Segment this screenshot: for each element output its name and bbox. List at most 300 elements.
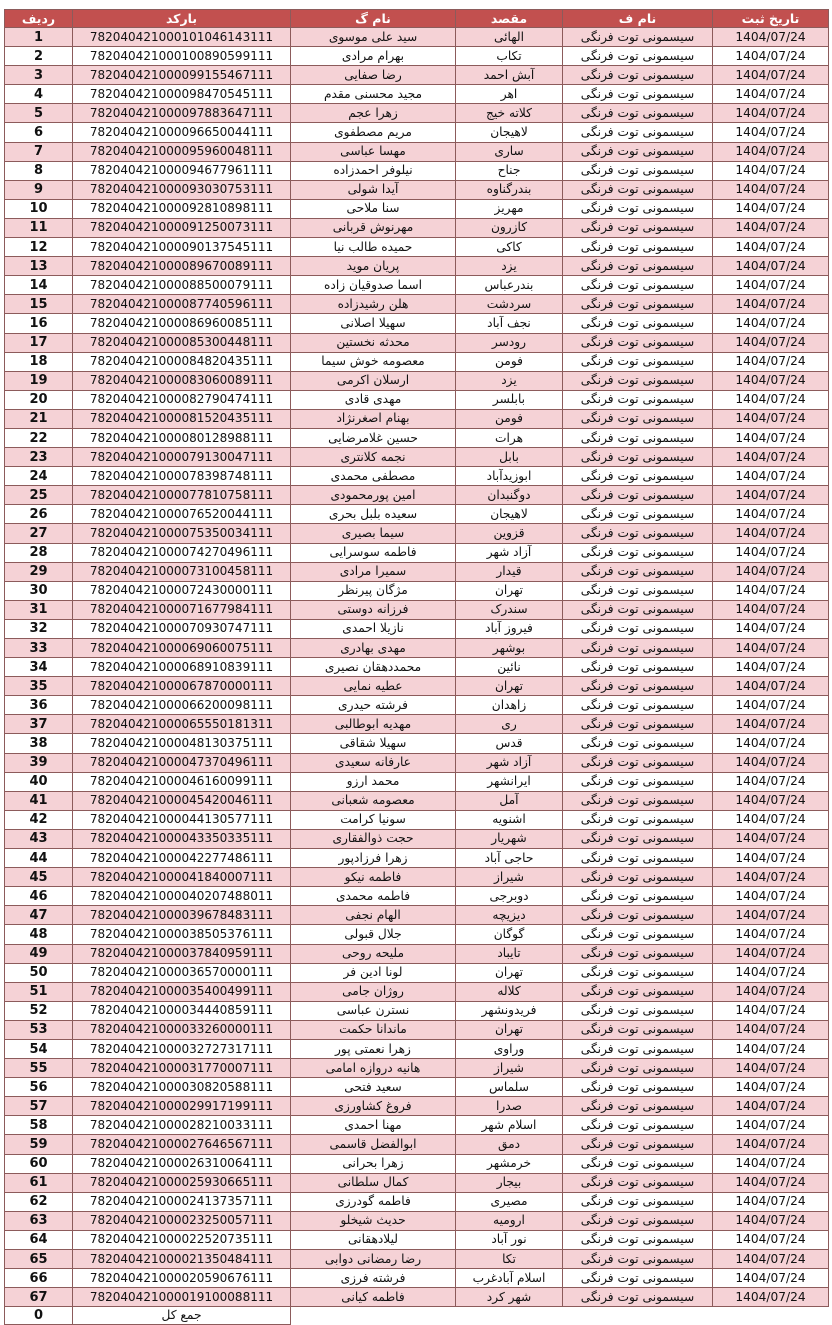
row-date[interactable]: 1404/07/24 [713,1116,829,1135]
row-destination[interactable]: نجف آباد [456,314,563,333]
row-destination[interactable]: فومن [456,409,563,428]
row-index[interactable]: 36 [5,696,73,715]
row-index[interactable]: 9 [5,180,73,199]
row-destination[interactable]: جناح [456,161,563,180]
table-row[interactable] [5,581,829,600]
row-barcode[interactable]: 782040421000094677961111 [73,161,291,180]
row-sender-name[interactable]: سیسمونی توت فرنگی [563,1001,713,1020]
row-date[interactable]: 1404/07/24 [713,486,829,505]
row-recipient-name[interactable]: اسما صدوقیان زاده [291,276,456,295]
row-sender-name[interactable]: سیسمونی توت فرنگی [563,333,713,352]
row-barcode[interactable]: 782040421000034440859111 [73,1001,291,1020]
row-recipient-name[interactable]: فرشته حیدری [291,696,456,715]
row-sender-name[interactable]: سیسمونی توت فرنگی [563,600,713,619]
row-date[interactable]: 1404/07/24 [713,734,829,753]
row-destination[interactable]: دوگنبدان [456,486,563,505]
row-destination[interactable]: کلاله [456,982,563,1001]
row-index[interactable]: 3 [5,66,73,85]
row-date[interactable]: 1404/07/24 [713,619,829,638]
row-sender-name[interactable]: سیسمونی توت فرنگی [563,47,713,66]
row-barcode[interactable]: 782040421000023250057111 [73,1211,291,1230]
row-destination[interactable]: زاهدان [456,696,563,715]
row-sender-name[interactable]: سیسمونی توت فرنگی [563,85,713,104]
row-recipient-name[interactable]: سنا ملاحی [291,199,456,218]
row-recipient-name[interactable]: مهدیه ابوطالبی [291,715,456,734]
row-recipient-name[interactable]: پریان موید [291,257,456,276]
row-date[interactable]: 1404/07/24 [713,1269,829,1288]
row-index[interactable]: 47 [5,906,73,925]
row-date[interactable]: 1404/07/24 [713,1230,829,1249]
row-destination[interactable]: بابل [456,448,563,467]
table-row[interactable] [5,829,829,848]
row-recipient-name[interactable]: لونا ادین فر [291,963,456,982]
row-recipient-name[interactable]: زهرا عجم [291,104,456,123]
row-destination[interactable]: یزد [456,257,563,276]
row-index[interactable]: 51 [5,982,73,1001]
table-row[interactable] [5,161,829,180]
table-row[interactable] [5,562,829,581]
row-date[interactable]: 1404/07/24 [713,524,829,543]
row-date[interactable]: 1404/07/24 [713,791,829,810]
row-barcode[interactable]: 782040421000068910839111 [73,658,291,677]
row-recipient-name[interactable]: آیدا شولی [291,180,456,199]
row-index[interactable]: 48 [5,925,73,944]
row-index[interactable]: 7 [5,142,73,161]
row-index[interactable]: 5 [5,104,73,123]
table-row[interactable] [5,390,829,409]
row-date[interactable]: 1404/07/24 [713,1211,829,1230]
row-index[interactable]: 67 [5,1288,73,1307]
row-barcode[interactable]: 782040421000048130375111 [73,734,291,753]
row-barcode[interactable]: 782040421000090137545111 [73,238,291,257]
row-index[interactable]: 40 [5,772,73,791]
row-date[interactable]: 1404/07/24 [713,677,829,696]
row-destination[interactable]: مصیری [456,1192,563,1211]
row-barcode[interactable]: 782040421000086960085111 [73,314,291,333]
table-row[interactable] [5,28,829,47]
col-header-index[interactable]: ردیف [5,10,73,28]
table-row[interactable] [5,1173,829,1192]
row-barcode[interactable]: 782040421000070930747111 [73,619,291,638]
row-sender-name[interactable]: سیسمونی توت فرنگی [563,562,713,581]
row-barcode[interactable]: 782040421000100890599111 [73,47,291,66]
row-recipient-name[interactable]: فاطمه گودرزی [291,1192,456,1211]
row-sender-name[interactable]: سیسمونی توت فرنگی [563,276,713,295]
row-date[interactable]: 1404/07/24 [713,581,829,600]
table-row[interactable] [5,428,829,447]
table-row[interactable] [5,715,829,734]
row-index[interactable]: 14 [5,276,73,295]
row-barcode[interactable]: 782040421000083060089111 [73,371,291,390]
row-sender-name[interactable]: سیسمونی توت فرنگی [563,161,713,180]
row-index[interactable]: 22 [5,428,73,447]
row-barcode[interactable]: 782040421000036570000111 [73,963,291,982]
row-barcode[interactable]: 782040421000088500079111 [73,276,291,295]
row-barcode[interactable]: 782040421000084820435111 [73,352,291,371]
row-index[interactable]: 65 [5,1250,73,1269]
row-index[interactable]: 8 [5,161,73,180]
row-date[interactable]: 1404/07/24 [713,314,829,333]
row-destination[interactable]: تکا [456,1250,563,1269]
row-destination[interactable]: گوگان [456,925,563,944]
row-date[interactable]: 1404/07/24 [713,925,829,944]
row-recipient-name[interactable]: محمد ارزو [291,772,456,791]
row-destination[interactable]: تهران [456,581,563,600]
row-barcode[interactable]: 782040421000043350335111 [73,829,291,848]
table-row[interactable] [5,887,829,906]
table-row[interactable] [5,85,829,104]
row-index[interactable]: 63 [5,1211,73,1230]
row-index[interactable]: 17 [5,333,73,352]
row-barcode[interactable]: 782040421000030820588111 [73,1078,291,1097]
row-date[interactable]: 1404/07/24 [713,1039,829,1058]
row-sender-name[interactable]: سیسمونی توت فرنگی [563,1173,713,1192]
row-index[interactable]: 38 [5,734,73,753]
row-sender-name[interactable]: سیسمونی توت فرنگی [563,486,713,505]
row-barcode[interactable]: 782040421000087740596111 [73,295,291,314]
table-row[interactable] [5,1116,829,1135]
table-row[interactable] [5,1078,829,1097]
row-sender-name[interactable]: سیسمونی توت فرنگی [563,925,713,944]
row-date[interactable]: 1404/07/24 [713,1135,829,1154]
row-sender-name[interactable]: سیسمونی توت فرنگی [563,734,713,753]
row-index[interactable]: 34 [5,658,73,677]
row-date[interactable]: 1404/07/24 [713,1250,829,1269]
table-row[interactable] [5,257,829,276]
row-date[interactable]: 1404/07/24 [713,276,829,295]
table-row[interactable] [5,600,829,619]
row-destination[interactable]: اهر [456,85,563,104]
row-sender-name[interactable]: سیسمونی توت فرنگی [563,199,713,218]
row-sender-name[interactable]: سیسمونی توت فرنگی [563,352,713,371]
row-barcode[interactable]: 782040421000038505376111 [73,925,291,944]
row-destination[interactable]: سردشت [456,295,563,314]
row-date[interactable]: 1404/07/24 [713,1154,829,1173]
row-recipient-name[interactable]: سهیلا اصلانی [291,314,456,333]
row-sender-name[interactable]: سیسمونی توت فرنگی [563,123,713,142]
row-destination[interactable]: وراوی [456,1039,563,1058]
row-sender-name[interactable]: سیسمونی توت فرنگی [563,524,713,543]
row-date[interactable]: 1404/07/24 [713,658,829,677]
row-date[interactable]: 1404/07/24 [713,1059,829,1078]
row-barcode[interactable]: 782040421000047370496111 [73,753,291,772]
row-recipient-name[interactable]: حمیده طالب نیا [291,238,456,257]
table-row[interactable] [5,1288,829,1307]
row-barcode[interactable]: 782040421000082790474111 [73,390,291,409]
row-index[interactable]: 54 [5,1039,73,1058]
table-row[interactable] [5,104,829,123]
row-date[interactable]: 1404/07/24 [713,1173,829,1192]
row-date[interactable]: 1404/07/24 [713,66,829,85]
row-recipient-name[interactable]: نجمه کلانتری [291,448,456,467]
table-row[interactable] [5,963,829,982]
row-recipient-name[interactable]: امین پورمحمودی [291,486,456,505]
row-sender-name[interactable]: سیسمونی توت فرنگی [563,982,713,1001]
row-destination[interactable]: آبش احمد [456,66,563,85]
row-recipient-name[interactable]: محدثه نخستین [291,333,456,352]
row-barcode[interactable]: 782040421000096650044111 [73,123,291,142]
row-sender-name[interactable]: سیسمونی توت فرنگی [563,295,713,314]
row-date[interactable]: 1404/07/24 [713,505,829,524]
row-recipient-name[interactable]: زهرا بحرانی [291,1154,456,1173]
row-date[interactable]: 1404/07/24 [713,257,829,276]
row-sender-name[interactable]: سیسمونی توت فرنگی [563,715,713,734]
table-row[interactable] [5,753,829,772]
row-destination[interactable]: ساری [456,142,563,161]
row-destination[interactable]: کازرون [456,218,563,237]
row-sender-name[interactable]: سیسمونی توت فرنگی [563,906,713,925]
row-sender-name[interactable]: سیسمونی توت فرنگی [563,887,713,906]
row-index[interactable]: 41 [5,791,73,810]
row-recipient-name[interactable]: مجید محسنی مقدم [291,85,456,104]
row-index[interactable]: 59 [5,1135,73,1154]
row-index[interactable]: 46 [5,887,73,906]
row-destination[interactable]: تهران [456,1020,563,1039]
row-recipient-name[interactable]: سونیا کرامت [291,810,456,829]
table-row[interactable] [5,543,829,562]
table-row[interactable] [5,524,829,543]
row-date[interactable]: 1404/07/24 [713,772,829,791]
row-recipient-name[interactable]: فاطمه نیکو [291,868,456,887]
row-destination[interactable]: اسلام آبادغرب [456,1269,563,1288]
row-destination[interactable]: ایرانشهر [456,772,563,791]
row-sender-name[interactable]: سیسمونی توت فرنگی [563,1020,713,1039]
row-index[interactable]: 33 [5,639,73,658]
row-index[interactable]: 16 [5,314,73,333]
row-destination[interactable]: شهر کرد [456,1288,563,1307]
row-destination[interactable]: آزاد شهر [456,543,563,562]
row-destination[interactable]: دمق [456,1135,563,1154]
row-date[interactable]: 1404/07/24 [713,161,829,180]
row-barcode[interactable]: 782040421000042277486111 [73,849,291,868]
row-date[interactable]: 1404/07/24 [713,123,829,142]
row-destination[interactable]: شیراز [456,1059,563,1078]
row-sender-name[interactable]: سیسمونی توت فرنگی [563,1059,713,1078]
table-row[interactable] [5,944,829,963]
row-date[interactable]: 1404/07/24 [713,409,829,428]
row-barcode[interactable]: 782040421000026310064111 [73,1154,291,1173]
row-index[interactable]: 2 [5,47,73,66]
row-sender-name[interactable]: سیسمونی توت فرنگی [563,505,713,524]
row-barcode[interactable]: 782040421000046160099111 [73,772,291,791]
row-date[interactable]: 1404/07/24 [713,696,829,715]
row-barcode[interactable]: 782040421000097883647111 [73,104,291,123]
row-date[interactable]: 1404/07/24 [713,104,829,123]
row-barcode[interactable]: 782040421000031770007111 [73,1059,291,1078]
row-recipient-name[interactable]: سهیلا شقاقی [291,734,456,753]
row-index[interactable]: 57 [5,1097,73,1116]
row-barcode[interactable]: 782040421000085300448111 [73,333,291,352]
row-barcode[interactable]: 782040421000066200098111 [73,696,291,715]
row-sender-name[interactable]: سیسمونی توت فرنگی [563,28,713,47]
row-index[interactable]: 13 [5,257,73,276]
row-destination[interactable]: کلاته خیج [456,104,563,123]
row-recipient-name[interactable]: سعیده بلبل بحری [291,505,456,524]
row-sender-name[interactable]: سیسمونی توت فرنگی [563,104,713,123]
row-recipient-name[interactable]: حسین غلامرضایی [291,428,456,447]
row-barcode[interactable]: 782040421000021350484111 [73,1250,291,1269]
table-row[interactable] [5,123,829,142]
row-destination[interactable]: الهائی [456,28,563,47]
row-destination[interactable]: تهران [456,963,563,982]
row-barcode[interactable]: 782040421000024137357111 [73,1192,291,1211]
table-row[interactable] [5,409,829,428]
row-index[interactable]: 60 [5,1154,73,1173]
row-barcode[interactable]: 782040421000081520435111 [73,409,291,428]
row-date[interactable]: 1404/07/24 [713,1288,829,1307]
col-header-destination[interactable]: مقصد [456,10,563,28]
row-date[interactable]: 1404/07/24 [713,810,829,829]
row-index[interactable]: 56 [5,1078,73,1097]
row-date[interactable]: 1404/07/24 [713,982,829,1001]
row-index[interactable]: 18 [5,352,73,371]
row-destination[interactable]: قدس [456,734,563,753]
row-date[interactable]: 1404/07/24 [713,1001,829,1020]
row-sender-name[interactable]: سیسمونی توت فرنگی [563,1039,713,1058]
row-barcode[interactable]: 782040421000019100088111 [73,1288,291,1307]
row-sender-name[interactable]: سیسمونی توت فرنگی [563,1230,713,1249]
row-recipient-name[interactable]: محمددهقان نصیری [291,658,456,677]
row-barcode[interactable]: 782040421000022520735111 [73,1230,291,1249]
row-sender-name[interactable]: سیسمونی توت فرنگی [563,257,713,276]
row-sender-name[interactable]: سیسمونی توت فرنگی [563,791,713,810]
table-row[interactable] [5,658,829,677]
row-date[interactable]: 1404/07/24 [713,428,829,447]
row-destination[interactable]: خرمشهر [456,1154,563,1173]
row-sender-name[interactable]: سیسمونی توت فرنگی [563,238,713,257]
row-index[interactable]: 64 [5,1230,73,1249]
row-sender-name[interactable]: سیسمونی توت فرنگی [563,829,713,848]
table-row[interactable] [5,1269,829,1288]
row-recipient-name[interactable]: نسترن عباسی [291,1001,456,1020]
row-recipient-name[interactable]: مریم مصطفوی [291,123,456,142]
row-destination[interactable]: حاجی آباد [456,849,563,868]
row-destination[interactable]: ارومیه [456,1211,563,1230]
row-recipient-name[interactable]: مصطفی محمدی [291,467,456,486]
row-sender-name[interactable]: سیسمونی توت فرنگی [563,619,713,638]
row-barcode[interactable]: 782040421000040207488011 [73,887,291,906]
row-destination[interactable]: بندرعباس [456,276,563,295]
row-sender-name[interactable]: سیسمونی توت فرنگی [563,1211,713,1230]
row-sender-name[interactable]: سیسمونی توت فرنگی [563,428,713,447]
row-recipient-name[interactable]: نیلوفر احمدزاده [291,161,456,180]
col-header-barcode[interactable]: بارکد [73,10,291,28]
row-barcode[interactable]: 782040421000033260000111 [73,1020,291,1039]
table-row[interactable] [5,1059,829,1078]
row-date[interactable]: 1404/07/24 [713,390,829,409]
row-barcode[interactable]: 782040421000045420046111 [73,791,291,810]
table-row[interactable] [5,810,829,829]
row-recipient-name[interactable]: فرزانه دوستی [291,600,456,619]
row-recipient-name[interactable]: عارفانه سعیدی [291,753,456,772]
row-index[interactable]: 58 [5,1116,73,1135]
row-sender-name[interactable]: سیسمونی توت فرنگی [563,639,713,658]
table-row[interactable] [5,1097,829,1116]
row-sender-name[interactable]: سیسمونی توت فرنگی [563,409,713,428]
row-destination[interactable]: لاهیجان [456,505,563,524]
row-destination[interactable]: بندرگناوه [456,180,563,199]
row-sender-name[interactable]: سیسمونی توت فرنگی [563,180,713,199]
table-row[interactable] [5,448,829,467]
table-row[interactable] [5,314,829,333]
row-index[interactable]: 12 [5,238,73,257]
row-index[interactable]: 30 [5,581,73,600]
row-destination[interactable]: آزاد شهر [456,753,563,772]
total-value[interactable]: 0 [5,1307,73,1325]
row-destination[interactable]: یزد [456,371,563,390]
row-index[interactable]: 28 [5,543,73,562]
table-row[interactable] [5,505,829,524]
row-sender-name[interactable]: سیسمونی توت فرنگی [563,314,713,333]
row-recipient-name[interactable]: بهرام مرادی [291,47,456,66]
row-destination[interactable]: ابوزیدآباد [456,467,563,486]
row-destination[interactable]: نائین [456,658,563,677]
row-index[interactable]: 53 [5,1020,73,1039]
row-date[interactable]: 1404/07/24 [713,600,829,619]
row-index[interactable]: 29 [5,562,73,581]
row-sender-name[interactable]: سیسمونی توت فرنگی [563,1154,713,1173]
row-date[interactable]: 1404/07/24 [713,753,829,772]
row-sender-name[interactable]: سیسمونی توت فرنگی [563,772,713,791]
table-row[interactable] [5,1250,829,1269]
row-sender-name[interactable]: سیسمونی توت فرنگی [563,849,713,868]
row-recipient-name[interactable]: فاطمه محمدی [291,887,456,906]
row-date[interactable]: 1404/07/24 [713,28,829,47]
row-sender-name[interactable]: سیسمونی توت فرنگی [563,1116,713,1135]
row-barcode[interactable]: 782040421000077810758111 [73,486,291,505]
row-destination[interactable]: نور آباد [456,1230,563,1249]
row-recipient-name[interactable]: سمیرا مرادی [291,562,456,581]
row-barcode[interactable]: 782040421000032727317111 [73,1039,291,1058]
table-row[interactable] [5,238,829,257]
table-row[interactable] [5,677,829,696]
table-row[interactable] [5,467,829,486]
row-index[interactable]: 24 [5,467,73,486]
row-sender-name[interactable]: سیسمونی توت فرنگی [563,581,713,600]
row-barcode[interactable]: 782040421000028210033111 [73,1116,291,1135]
row-sender-name[interactable]: سیسمونی توت فرنگی [563,658,713,677]
row-date[interactable]: 1404/07/24 [713,142,829,161]
table-row[interactable] [5,1154,829,1173]
table-row[interactable] [5,199,829,218]
row-recipient-name[interactable]: فاطمه سوسرایی [291,543,456,562]
row-barcode[interactable]: 782040421000079130047111 [73,448,291,467]
row-recipient-name[interactable]: مهنا احمدی [291,1116,456,1135]
table-row[interactable] [5,371,829,390]
row-index[interactable]: 23 [5,448,73,467]
row-recipient-name[interactable]: رضا رمضانی دوابی [291,1250,456,1269]
row-sender-name[interactable]: سیسمونی توت فرنگی [563,696,713,715]
table-row[interactable] [5,1230,829,1249]
row-index[interactable]: 55 [5,1059,73,1078]
row-recipient-name[interactable]: فرشته فرزی [291,1269,456,1288]
row-recipient-name[interactable]: فاطمه کیانی [291,1288,456,1307]
row-barcode[interactable]: 782040421000029917199111 [73,1097,291,1116]
table-row[interactable] [5,1135,829,1154]
row-index[interactable]: 43 [5,829,73,848]
table-row[interactable] [5,142,829,161]
row-destination[interactable]: بیجار [456,1173,563,1192]
row-index[interactable]: 4 [5,85,73,104]
row-date[interactable]: 1404/07/24 [713,1020,829,1039]
table-row[interactable] [5,849,829,868]
row-recipient-name[interactable]: جلال قبولی [291,925,456,944]
row-recipient-name[interactable]: مهسا عباسی [291,142,456,161]
row-date[interactable]: 1404/07/24 [713,1097,829,1116]
row-index[interactable]: 11 [5,218,73,237]
table-row[interactable] [5,982,829,1001]
row-index[interactable]: 39 [5,753,73,772]
